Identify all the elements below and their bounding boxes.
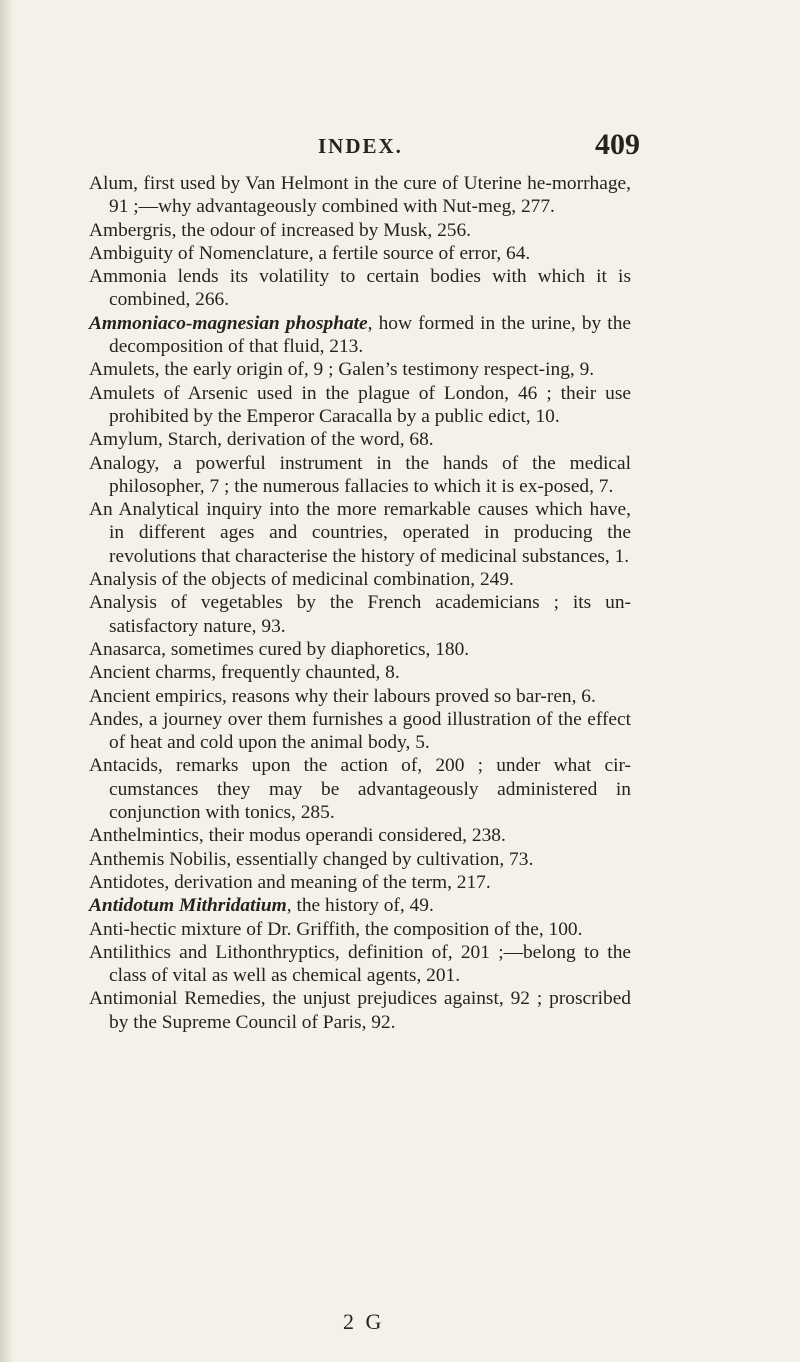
index-entry <box>89 918 631 941</box>
entry-text: Ambergris, the odour of increased by Musk, 256. <box>89 219 471 241</box>
index-entry <box>89 382 631 429</box>
index-entry <box>89 987 631 1034</box>
entry-text: Analysis of the objects of medicinal combination, 249. <box>89 569 514 591</box>
entry-text: , how formed in the urine, by the decomposition of that fluid, 213. <box>109 312 631 358</box>
index-entry <box>89 685 631 708</box>
entry-text: Ancient charms, frequently chaunted, 8. <box>89 662 400 684</box>
index-entry <box>89 242 631 265</box>
index-entry <box>89 265 631 312</box>
page-number: 409 <box>595 128 640 161</box>
entry-text: Antilithics and Lithonthryptics, definition of, 201 ;—belong to the class of vital as well as chemical agents, 201. <box>89 941 631 987</box>
entry-text: , the history of, 49. <box>286 895 434 917</box>
index-entry <box>89 708 631 755</box>
index-entry <box>89 754 631 824</box>
entry-text: Analysis of vegetables by the French academicians ; its un-satisfactory nature, 93. <box>89 592 631 637</box>
index-entry <box>89 428 631 451</box>
entry-text: Amylum, Starch, derivation of the word, 68. <box>89 429 434 451</box>
entry-text: Antacids, remarks upon the action of, 200 ; under what cir-cumstances they may be advantageously administered in conjunction with tonics, 285. <box>89 755 631 824</box>
entry-text: Amulets, the early origin of, 9 ; Galen’s testimony respect-ing, 9. <box>89 359 595 381</box>
entry-text: Ambiguity of Nomenclature, a fertile source of error, 64. <box>89 242 531 264</box>
signature-mark: 2 G <box>343 1309 385 1334</box>
entry-text: Alum, first used by Van Helmont in the cure of Uterine he-morrhage, 91 ;—why advantageously combined with Nut-meg, 277. <box>89 173 631 218</box>
page-header <box>120 128 640 168</box>
page-edge-shadow <box>0 0 14 1362</box>
index-entry <box>89 871 631 894</box>
entry-text: Amulets of Arsenic used in the plague of London, 46 ; their use prohibited by the Emperor Caracalla by a public edict, 10. <box>89 382 631 427</box>
index-entry <box>89 219 631 242</box>
index-entry <box>89 312 631 359</box>
index-entry <box>89 452 631 499</box>
index-entry <box>89 172 631 219</box>
entry-text: Andes, a journey over them furnishes a good illustration of the effect of heat and cold upon the animal body, 5. <box>89 708 631 754</box>
running-title: INDEX. <box>318 134 403 158</box>
index-entry <box>89 498 631 568</box>
entry-text: Anti-hectic mixture of Dr. Griffith, the composition of the, 100. <box>89 918 583 940</box>
entry-text: An Analytical inquiry into the more remarkable causes which have, in different ages and countries, operated in producing the revolutions that characterise the history of medicinal substances, 1. <box>89 499 631 567</box>
index-entry <box>89 638 631 661</box>
entry-text: Anasarca, sometimes cured by diaphoretics, 180. <box>89 638 470 660</box>
entry-text: Anthelmintics, their modus operandi considered, 238. <box>89 825 506 847</box>
index-entry <box>89 358 631 381</box>
index-entry <box>89 591 631 638</box>
entry-text: Ammonia lends its volatility to certain bodies with which it is combined, 266. <box>89 266 631 311</box>
index-entry <box>89 848 631 871</box>
entry-text: Ancient empirics, reasons why their labours proved so bar-ren, 6. <box>89 685 596 707</box>
entry-text: Analogy, a powerful instrument in the hands of the medical philosopher, 7 ; the numerous fallacies to which it is ex-posed, 7. <box>89 452 631 497</box>
index-entry <box>89 941 631 988</box>
entry-text: Anthemis Nobilis, essentially changed by cultivation, 73. <box>89 848 534 870</box>
entry-headword: Antidotum Mithridatium <box>89 895 287 917</box>
entry-text: Antimonial Remedies, the unjust prejudices against, 92 ; proscribed by the Supreme Council of Paris, 92. <box>89 988 631 1033</box>
index-entry <box>89 824 631 847</box>
index-entry <box>89 568 631 591</box>
entry-text: Antidotes, derivation and meaning of the term, 217. <box>89 871 491 893</box>
index-entries <box>89 172 631 1034</box>
index-entry <box>89 894 631 917</box>
entry-headword: Ammoniaco-magnesian phosphate <box>89 312 368 334</box>
index-entry <box>89 661 631 684</box>
